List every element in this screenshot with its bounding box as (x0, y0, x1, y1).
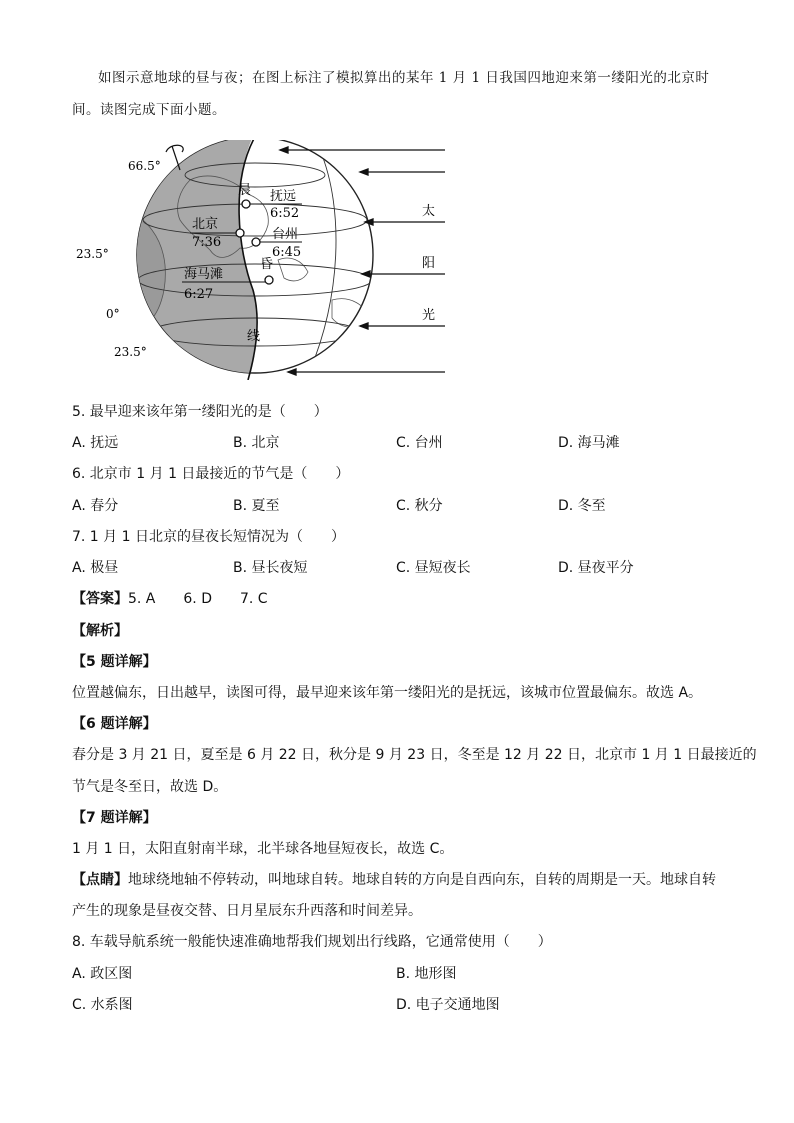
taizhou-label: 台州 (272, 227, 299, 242)
note-text-1: 地球绕地轴不停转动，叫地球自转。地球自转的方向是自西向东，自转的周期是一天。地球自转 (128, 872, 716, 888)
beijing-label: 北京 (192, 217, 219, 232)
detail-5-text: 位置越偏东，日出越早，读图可得，最早迎来该年第一缕阳光的是抚远，该城市位置最偏东。故选 A。 (72, 685, 703, 701)
lat-0-label: 0° (106, 307, 120, 321)
note-tag: 【点睛】 (72, 872, 128, 888)
haimatan-label: 海马滩 (184, 267, 224, 282)
beijing-time: 7:36 (192, 235, 222, 250)
haimatan-marker (265, 276, 273, 284)
q8-option-b[interactable]: B. 地形图 (396, 966, 457, 982)
taizhou-time: 6:45 (272, 245, 302, 260)
q5-option-d[interactable]: D. 海马滩 (558, 435, 620, 451)
sun-label-3: 光 (422, 308, 436, 323)
detail-6-tag: 【6 题详解】 (72, 716, 157, 732)
q5-option-b[interactable]: B. 北京 (233, 435, 280, 451)
q8-option-d[interactable]: D. 电子交通地图 (396, 997, 500, 1013)
q6-option-b[interactable]: B. 夏至 (233, 498, 280, 514)
chen-label: 晨 (238, 183, 252, 198)
earth-day-night-figure (70, 140, 460, 380)
q6-option-a[interactable]: A. 春分 (72, 498, 119, 514)
lat-23n-label: 23.5° (76, 247, 109, 261)
intro-line-1: 如图示意地球的昼与夜；在图上标注了模拟算出的某年 1 月 1 日我国四地迎来第一缕阳光的北京时 (98, 70, 710, 86)
detail-5-tag: 【5 题详解】 (72, 654, 157, 670)
xian-label: 线 (247, 329, 261, 344)
answer-text: 5. A 6. D 7. C (128, 591, 268, 607)
q8-option-c[interactable]: C. 水系图 (72, 997, 133, 1013)
question-6-stem: 6. 北京市 1 月 1 日最接近的节气是（ ） (72, 466, 350, 482)
beijing-marker (236, 229, 244, 237)
note-line-2: 产生的现象是昼夜交替、日月星辰东升西落和时间差异。 (72, 903, 422, 919)
q7-option-d[interactable]: D. 昼夜平分 (558, 560, 634, 576)
intro-line-2: 间。读图完成下面小题。 (72, 102, 226, 118)
hun-label: 昏 (260, 257, 274, 272)
question-7-stem: 7. 1 月 1 日北京的昼夜长短情况为（ ） (72, 529, 345, 545)
answer-tag: 【答案】 (72, 591, 128, 607)
q8-option-a[interactable]: A. 政区图 (72, 966, 133, 982)
rotation-arrow-icon (166, 145, 183, 152)
detail-7-tag: 【7 题详解】 (72, 810, 157, 826)
answer-line (72, 588, 268, 608)
fuyuan-time: 6:52 (270, 206, 300, 221)
lat-66-label: 66.5° (128, 159, 161, 173)
q7-option-b[interactable]: B. 昼长夜短 (233, 560, 308, 576)
detail-6-line-1: 春分是 3 月 21 日，夏至是 6 月 22 日，秋分是 9 月 23 日，冬至是 12 月 22 日，北京市 1 月 1 日最接近的 (72, 747, 757, 763)
q5-option-c[interactable]: C. 台州 (396, 435, 443, 451)
lat-23s-label: 23.5° (114, 345, 147, 359)
question-5-stem: 5. 最早迎来该年第一缕阳光的是（ ） (72, 404, 328, 420)
earth-axis (172, 146, 180, 170)
taizhou-marker (252, 238, 260, 246)
detail-6-line-2: 节气是冬至日，故选 D。 (72, 779, 228, 795)
analysis-tag: 【解析】 (72, 623, 128, 639)
q5-option-a[interactable]: A. 抚远 (72, 435, 119, 451)
question-8-stem: 8. 车载导航系统一般能快速准确地帮我们规划出行线路，它通常使用（ ） (72, 934, 552, 950)
sun-label-2: 阳 (422, 256, 436, 271)
q7-option-a[interactable]: A. 极昼 (72, 560, 119, 576)
haimatan-time: 6:27 (184, 287, 214, 302)
q6-option-c[interactable]: C. 秋分 (396, 498, 443, 514)
q6-option-d[interactable]: D. 冬至 (558, 498, 606, 514)
fuyuan-label: 抚远 (270, 189, 297, 204)
detail-7-text: 1 月 1 日，太阳直射南半球，北半球各地昼短夜长，故选 C。 (72, 841, 454, 857)
fuyuan-marker (242, 200, 250, 208)
sun-label-1: 太 (422, 204, 436, 219)
note-line-1 (72, 869, 716, 889)
q7-option-c[interactable]: C. 昼短夜长 (396, 560, 471, 576)
